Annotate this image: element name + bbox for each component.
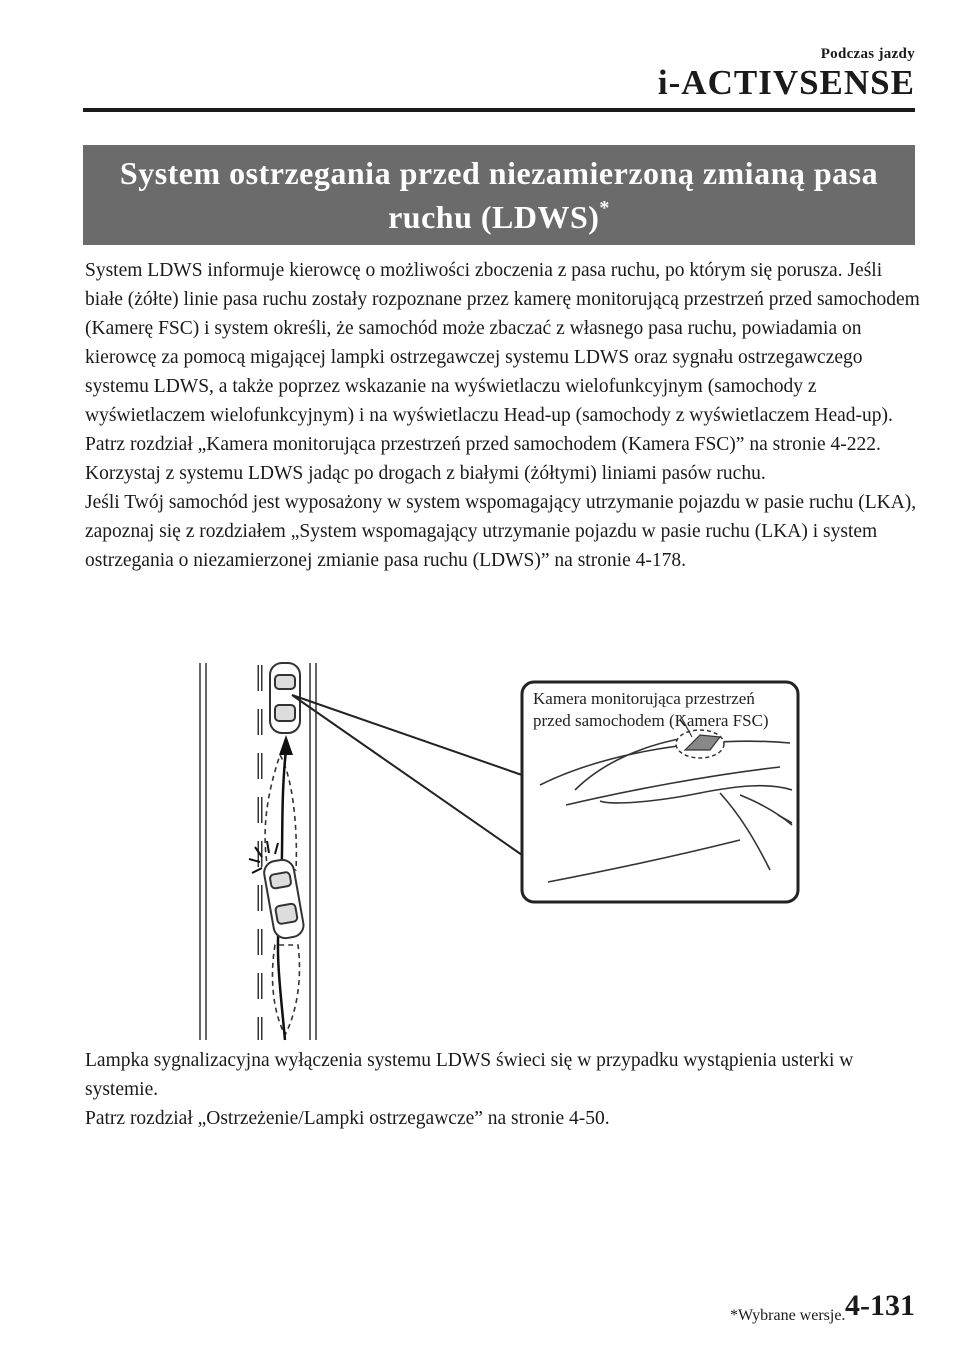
- camera-callout-line1: Kamera monitorująca przestrzeń: [533, 689, 755, 708]
- optional-equipment-mark: *: [599, 197, 610, 219]
- page-number: 4-131: [845, 1289, 915, 1322]
- section-title-box: [83, 145, 915, 245]
- paragraph-warning-reference: Patrz rozdział „Ostrzeżenie/Lampki ostrzegawcze” na stronie 4-50.: [85, 1108, 610, 1129]
- body-text: [85, 256, 920, 575]
- paragraph-fsc-reference: Patrz rozdział „Kamera monitorująca przestrzeń przed samochodem (Kamera FSC)” na stronie 4-222.: [85, 434, 881, 455]
- camera-callout-line2: przed samochodem (Kamera FSC): [533, 711, 769, 730]
- section-title-line2: ruchu (LDWS): [388, 199, 600, 235]
- paragraph-intro: System LDWS informuje kierowcę o możliwości zboczenia z pasa ruchu, po którym się porusza. Jeśli białe (żółte) linie pasa ruchu zostały rozpoznane przez kamerę monitorującą przestrzeń przed samochodem (Kamerę FSC) i system określi, że samochód może zbaczać z własnego pasa ruchu, powiadamia on kierowcę za pomocą migającej lampki ostrzegawczej systemu LDWS oraz sygnału ostrzegawczego systemu LDWS, a także poprzez wskazanie na wyświetlaczu wielofunkcyjnym (samochody z wyświetlaczem wielofunkcyjnym) i na wyświetlaczu Head-up (samochody z wyświetlaczem Head-up).: [85, 260, 920, 426]
- path-outline-lower: [272, 945, 299, 1035]
- footer-note: *Wybrane wersje.: [730, 1307, 846, 1324]
- paragraph-usage: Korzystaj z systemu LDWS jadąc po drogach z białymi (żółtymi) liniami pasów ruchu.: [85, 463, 766, 484]
- section-title: [120, 151, 878, 239]
- camera-callout-label: [533, 688, 803, 732]
- ldws-illustration: [180, 655, 810, 1045]
- paragraph-lka-reference: Jeśli Twój samochód jest wyposażony w system wspomagający utrzymanie pojazdu w pasie ruchu (LKA), zapoznaj się z rozdziałem „System wspomagający utrzymanie pojazdu w pasie ruchu (LKA) i system ostrzegania o niezamierzonej zmianie pasa ruchu (LDWS)” na stronie 4-178.: [85, 492, 917, 571]
- trajectory-arrowhead: [279, 735, 293, 755]
- bottom-text: [85, 1046, 920, 1133]
- callout-line-lower: [292, 695, 522, 855]
- callout-line-upper: [292, 695, 522, 775]
- paragraph-malfunction: Lampka sygnalizacyjna wyłączenia systemu LDWS świeci się w przypadku wystąpienia usterki w systemie.: [85, 1050, 854, 1100]
- header-rule: [83, 108, 915, 112]
- drifting-car-icon: [262, 858, 305, 940]
- section-label: Podczas jazdy: [820, 46, 915, 62]
- section-title-line1: System ostrzegania przed niezamierzoną zmianą pasa: [119, 155, 879, 191]
- chapter-title: i-ACTIVSENSE: [657, 63, 915, 102]
